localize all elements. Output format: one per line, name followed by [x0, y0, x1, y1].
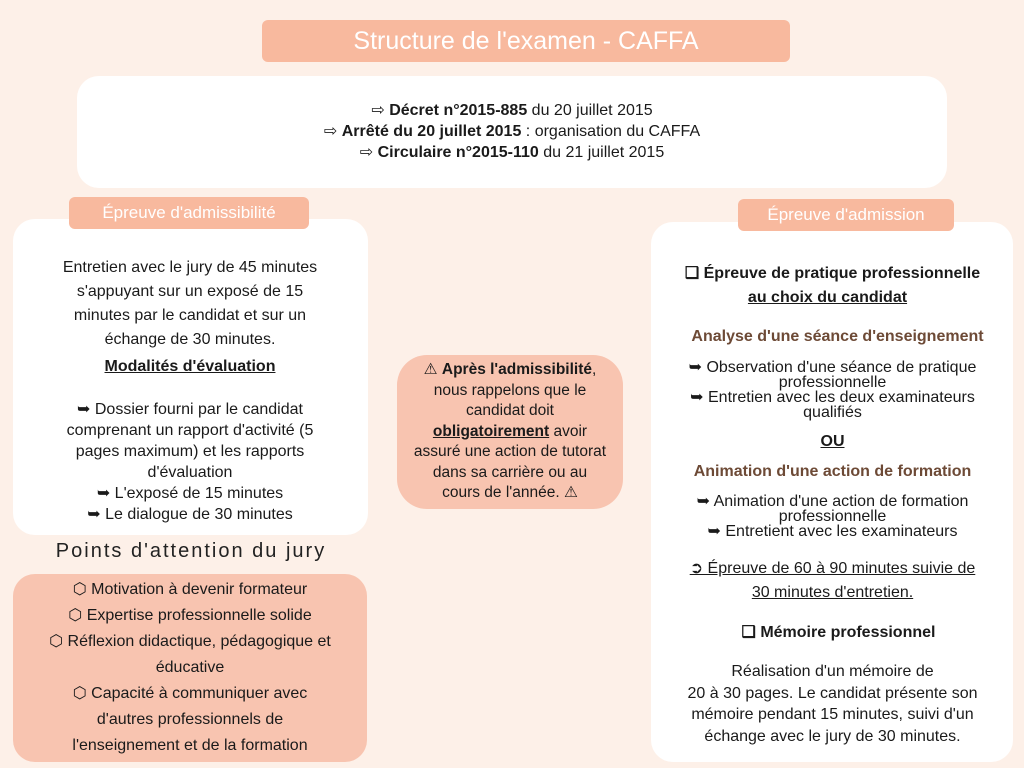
option-analyse-title: Analyse d'une séance d'enseignement: [691, 328, 984, 345]
option-animation-title: Animation d'une action de formation: [693, 463, 972, 480]
memoire-title: ❑ Mémoire professionnel: [741, 624, 936, 641]
reference-arrete: ⇨ Arrêté du 20 juillet 2015 : organisation du CAFFA: [323, 123, 701, 140]
option-animation-list: ➥ Animation d'une action de formation professionnelle ➥ Entretient avec les examinateurs: [696, 493, 969, 540]
pratique-title: ❑ Épreuve de pratique professionnelle: [684, 265, 981, 282]
admissibilite-tag: Épreuve d'admissibilité: [69, 197, 309, 229]
attention-list: ⬡ Motivation à devenir formateur ⬡ Expertise professionnelle solide ⬡ Réflexion didactique, pédagogique et éducative ⬡ Capacité à communiquer avec d'autres professionnels de l'enseignement et de la formation: [49, 581, 331, 754]
warning-icon: ⚠: [563, 484, 578, 501]
warning-icon: ⚠: [423, 361, 438, 378]
admission-tag: Épreuve d'admission: [738, 199, 954, 231]
page-title: Structure de l'examen - CAFFA: [262, 20, 790, 62]
duree-epreuve: ➲ Épreuve de 60 à 90 minutes suivie de 30 minutes d'entretien.: [689, 560, 976, 601]
reference-decret: ⇨ Décret n°2015-885 du 20 juillet 2015: [371, 102, 653, 119]
pratique-subtitle: au choix du candidat: [747, 289, 908, 306]
ou-separator: OU: [820, 433, 845, 450]
option-analyse-list: ➥ Observation d'une séance de pratique professionnelle ➥ Entretien avec les deux examinateurs qualifiés: [688, 359, 977, 421]
modalites-title: Modalités d'évaluation: [104, 358, 276, 375]
reference-circulaire: ⇨ Circulaire n°2015-110 du 21 juillet 2015: [359, 144, 665, 161]
references-box: [77, 76, 947, 188]
admissibilite-intro: Entretien avec le jury de 45 minutes s'appuyant sur un exposé de 15 minutes par le candidat et sur un échange de 30 minutes.: [62, 259, 318, 348]
modalites-list: ➥ Dossier fourni par le candidat comprenant un rapport d'activité (5 pages maximum) et les rapports d'évaluation ➥ L'exposé de 15 minutes ➥ Le dialogue de 30 minutes: [66, 401, 314, 523]
attention-title: Points d'attention du jury: [55, 540, 327, 562]
tutorat-note: ⚠ Après l'admissibilité, nous rappelons que le candidat doit obligatoirement avoir assuré une action de tutorat dans sa carrière ou au cours de l'année. ⚠: [397, 355, 623, 509]
memoire-description: Réalisation d'un mémoire de 20 à 30 pages. Le candidat présente son mémoire pendant 15 minutes, suivi d'un échange avec le jury de 30 minutes.: [687, 663, 978, 745]
